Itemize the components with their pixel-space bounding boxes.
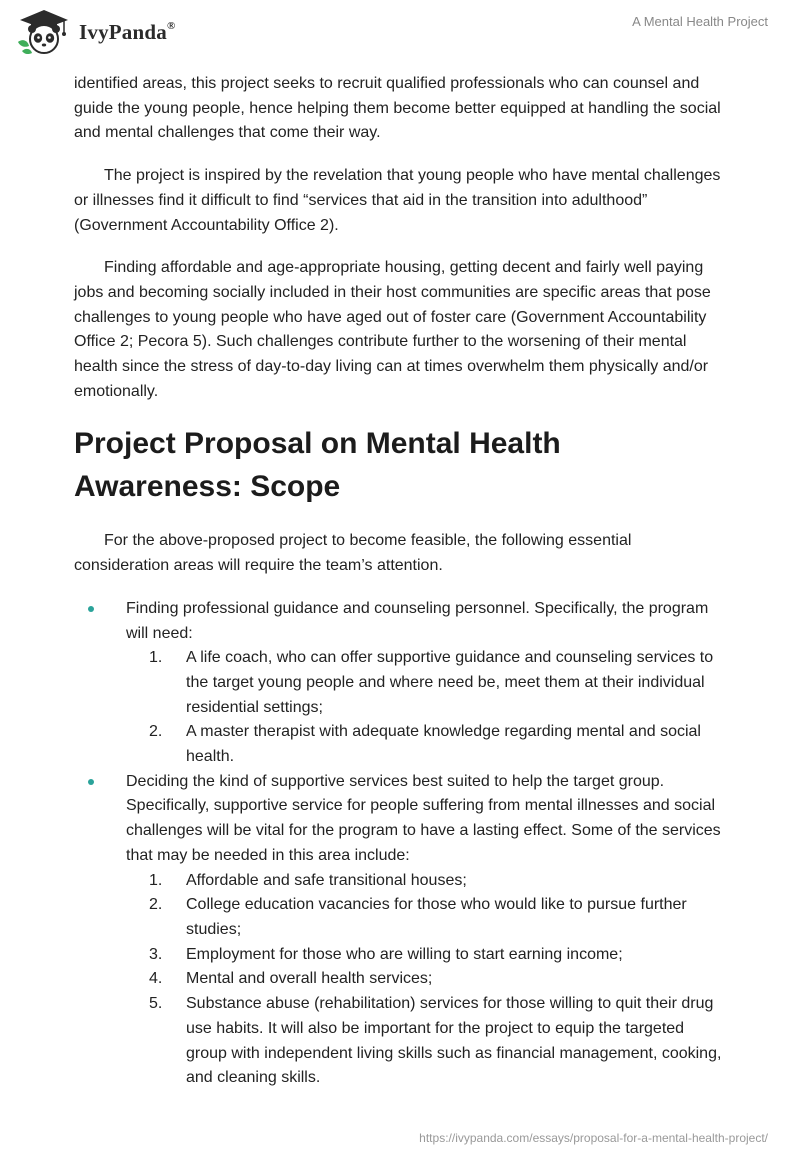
list-number: 2. <box>149 723 163 741</box>
list-number: 3. <box>149 945 163 963</box>
source-url-link[interactable]: https://ivypanda.com/essays/proposal-for-a-mental-health-project/ <box>419 1131 768 1145</box>
list-text: A life coach, who can offer supportive guidance and counseling services to the target young people and where need be, meet them at their individual residential settings; <box>186 649 714 716</box>
list-text: Mental and overall health services; <box>186 970 433 988</box>
list-number: 5. <box>149 995 163 1013</box>
section-heading: Project Proposal on Mental Health Awareness: Scope <box>74 427 561 504</box>
page-header <box>0 0 800 70</box>
paragraph: Finding affordable and age-appropriate housing, getting decent and fairly well paying jobs and becoming socially included in their host communities are specific areas that pose challenges to young people who have aged out of foster care (Government Accountability Office 2; Pecora 5). Such challenges contribute further to the worsening of their mental health since the stress of day-to-day living can at times overwhelm them physically and/or emotionally. <box>74 259 711 400</box>
list-item <box>126 869 724 894</box>
paragraph: identified areas, this project seeks to recruit qualified professionals who can counsel and guide the young people, hence helping them become better equipped at handling the social and mental challenges that come their way. <box>74 75 721 142</box>
list-item <box>126 893 724 942</box>
paragraph: For the above-proposed project to become feasible, the following essential consideration areas will require the team’s attention. <box>74 532 632 575</box>
list-number: 1. <box>149 649 163 667</box>
list-item <box>126 646 724 720</box>
list-number: 2. <box>149 896 163 914</box>
list-item <box>126 967 724 992</box>
numbered-list <box>126 869 724 1091</box>
list-text: College education vacancies for those who would like to pursue further studies; <box>186 896 687 938</box>
bullet-text: Finding professional guidance and counseling personnel. Specifically, the program will need: <box>126 599 709 642</box>
list-item <box>126 720 724 769</box>
list-text: Employment for those who are willing to start earning income; <box>186 945 623 963</box>
paragraph: The project is inspired by the revelation that young people who have mental challenges or illnesses find it difficult to find “services that aid in the transition into adulthood” (Government Accountability Office 2). <box>74 167 721 234</box>
bullet-icon <box>88 779 94 785</box>
list-text: Affordable and safe transitional houses; <box>186 871 467 889</box>
numbered-list <box>126 646 724 770</box>
essay-content <box>74 72 724 1091</box>
bullet-item <box>74 770 724 1091</box>
ivypanda-logo-icon[interactable] <box>14 8 74 56</box>
bullet-icon <box>88 606 94 612</box>
bullet-text: Deciding the kind of supportive services best suited to help the target group. Specifically, supportive service for people suffering from mental illnesses and social challenges will be vital for the program to have a lasting effect. Some of the services that may be needed in this area include: <box>126 772 721 864</box>
bullet-item <box>74 597 724 770</box>
list-number: 4. <box>149 970 163 988</box>
list-number: 1. <box>149 871 163 889</box>
brand-name[interactable]: IvyPanda® <box>79 20 176 44</box>
list-text: A master therapist with adequate knowledge regarding mental and social health. <box>186 723 701 766</box>
list-text: Substance abuse (rehabilitation) services for those willing to quit their drug use habits. It will also be important for the project to equip the targeted group with independent living skills such as financial management, cooking, and cleaning skills. <box>186 995 722 1087</box>
document-title: A Mental Health Project <box>632 14 768 29</box>
list-item <box>126 992 724 1091</box>
bullet-list <box>74 597 724 1091</box>
list-item <box>126 943 724 968</box>
